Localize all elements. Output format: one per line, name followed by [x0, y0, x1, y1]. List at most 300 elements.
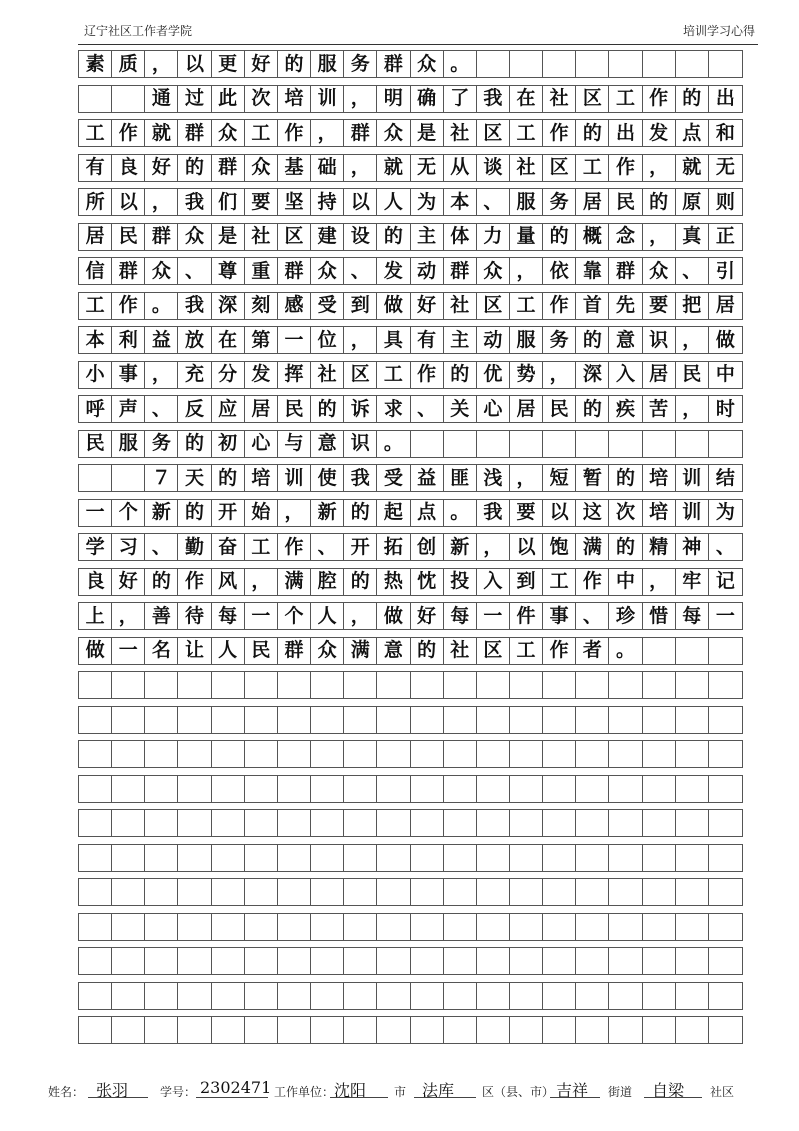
grid-cell: ，	[510, 465, 543, 491]
grid-cell: 群	[178, 120, 211, 146]
grid-cell	[178, 776, 211, 802]
grid-cell: 我	[344, 465, 377, 491]
grid-cell	[709, 879, 742, 905]
grid-cell: 天	[178, 465, 211, 491]
grid-cell: 要	[510, 500, 543, 526]
grid-cell: 诉	[344, 396, 377, 422]
grid-cell	[245, 983, 278, 1009]
grid-cell	[609, 431, 642, 457]
grid-cell: 从	[444, 155, 477, 181]
community-label: 社区	[710, 1085, 735, 1099]
grid-cell	[245, 914, 278, 940]
grid-cell: 受	[311, 293, 344, 319]
grid-cell: 学	[79, 534, 112, 560]
grid-cell: 做	[79, 638, 112, 664]
grid-cell	[245, 707, 278, 733]
grid-cell: 无	[411, 155, 444, 181]
work-unit-label: 工作单位：	[274, 1085, 335, 1099]
grid-cell	[311, 741, 344, 767]
grid-cell	[344, 707, 377, 733]
grid-cell	[676, 672, 709, 698]
grid-row	[78, 430, 743, 458]
grid-cell: 民	[676, 362, 709, 388]
grid-cell	[444, 948, 477, 974]
grid-cell	[510, 914, 543, 940]
grid-cell	[411, 879, 444, 905]
grid-cell: 础	[311, 155, 344, 181]
grid-cell	[79, 776, 112, 802]
grid-cell	[576, 948, 609, 974]
grid-row	[78, 568, 743, 596]
grid-cell	[643, 810, 676, 836]
grid-cell: 的	[278, 51, 311, 77]
grid-cell: 群	[212, 155, 245, 181]
grid-cell: 主	[444, 327, 477, 353]
grid-cell: 量	[510, 224, 543, 250]
grid-cell: 了	[444, 86, 477, 112]
grid-row	[78, 740, 743, 768]
grid-cell	[543, 741, 576, 767]
grid-cell: 动	[411, 258, 444, 284]
grid-cell: 引	[715, 259, 735, 282]
grid-cell: 作	[576, 569, 609, 595]
grid-cell	[609, 776, 642, 802]
grid-cell	[543, 845, 576, 871]
grid-cell: 记	[715, 570, 735, 592]
grid-cell	[576, 879, 609, 905]
grid-cell	[609, 1017, 642, 1043]
grid-cell	[543, 776, 576, 802]
grid-cell: 满	[576, 534, 609, 560]
grid-cell: 作	[112, 293, 145, 319]
grid-cell	[278, 983, 311, 1009]
grid-cell: 出	[609, 120, 642, 146]
grid-cell	[609, 983, 642, 1009]
grid-cell	[79, 465, 112, 491]
grid-cell: 众	[411, 51, 444, 77]
street-value: 吉祥	[556, 1081, 589, 1100]
grid-cell	[643, 776, 676, 802]
grid-cell	[278, 741, 311, 767]
grid-cell	[145, 983, 178, 1009]
grid-cell	[609, 879, 642, 905]
grid-cell: 工	[510, 293, 543, 319]
grid-cell: 工	[245, 120, 278, 146]
grid-cell: 好	[411, 293, 444, 319]
grid-row	[78, 671, 743, 699]
grid-cell	[444, 879, 477, 905]
grid-cell: 出	[715, 87, 735, 109]
grid-cell: 勤	[178, 534, 211, 560]
grid-cell: 求	[377, 396, 410, 422]
grid-cell: 要	[245, 189, 278, 215]
grid-cell: ，	[245, 569, 278, 595]
grid-cell: 群	[344, 120, 377, 146]
grid-cell: 培	[643, 500, 676, 526]
grid-cell: 、	[311, 534, 344, 560]
grid-cell: 工	[576, 155, 609, 181]
grid-cell: 者	[576, 638, 609, 664]
grid-cell	[377, 741, 410, 767]
grid-cell	[510, 879, 543, 905]
grid-cell: 原	[676, 189, 709, 215]
grid-cell: 珍	[609, 603, 642, 629]
grid-cell	[477, 914, 510, 940]
grid-cell	[676, 914, 709, 940]
grid-cell: 待	[178, 603, 211, 629]
grid-cell	[145, 948, 178, 974]
grid-cell	[79, 741, 112, 767]
grid-cell	[576, 983, 609, 1009]
grid-cell	[444, 672, 477, 698]
grid-cell: 社	[444, 638, 477, 664]
grid-cell: 作	[278, 120, 311, 146]
grid-cell: 居	[510, 396, 543, 422]
grid-cell: 作	[543, 638, 576, 664]
grid-cell	[212, 741, 245, 767]
grid-cell	[444, 810, 477, 836]
grid-cell	[411, 845, 444, 871]
grid-cell: 的	[643, 189, 676, 215]
grid-cell	[377, 914, 410, 940]
grid-cell: 在	[510, 86, 543, 112]
grid-cell: 开	[212, 500, 245, 526]
grid-cell: 意	[311, 431, 344, 457]
grid-cell	[709, 741, 742, 767]
grid-cell: 中	[715, 363, 735, 385]
district-underline	[414, 1097, 476, 1098]
grid-cell: 的	[145, 569, 178, 595]
grid-cell	[245, 845, 278, 871]
grid-cell	[79, 810, 112, 836]
grid-cell: 个	[112, 500, 145, 526]
grid-cell: 群	[444, 258, 477, 284]
grid-cell	[278, 914, 311, 940]
grid-row	[78, 257, 743, 285]
grid-cell	[79, 672, 112, 698]
grid-cell	[576, 51, 609, 77]
grid-cell	[477, 810, 510, 836]
institution-title: 辽宁社区工作者学院	[84, 24, 193, 38]
grid-cell: 奋	[212, 534, 245, 560]
grid-cell	[145, 672, 178, 698]
grid-cell: 深	[576, 362, 609, 388]
grid-cell: 腔	[311, 569, 344, 595]
grid-row	[78, 499, 743, 527]
grid-cell: 社	[245, 224, 278, 250]
grid-cell: 工	[79, 120, 112, 146]
grid-cell	[344, 741, 377, 767]
grid-cell	[576, 672, 609, 698]
grid-cell: 作	[112, 120, 145, 146]
grid-cell	[510, 707, 543, 733]
grid-cell	[477, 776, 510, 802]
grid-cell: 社	[543, 86, 576, 112]
grid-cell: ，	[344, 86, 377, 112]
grid-cell	[709, 810, 742, 836]
grid-cell	[643, 51, 676, 77]
grid-cell	[444, 776, 477, 802]
grid-cell: 这	[576, 500, 609, 526]
grid-cell: 一	[112, 638, 145, 664]
student-id-value: 2302471	[200, 1078, 272, 1097]
grid-cell	[609, 948, 642, 974]
grid-cell	[411, 983, 444, 1009]
grid-cell	[178, 983, 211, 1009]
grid-cell	[477, 51, 510, 77]
grid-row	[78, 775, 743, 803]
grid-cell: 使	[311, 465, 344, 491]
writing-grid	[78, 50, 743, 1050]
grid-cell: 善	[145, 603, 178, 629]
grid-cell: 呼	[79, 396, 112, 422]
grid-cell	[311, 707, 344, 733]
community-value: 自梁	[652, 1081, 685, 1100]
grid-cell	[609, 741, 642, 767]
grid-cell: 培	[245, 465, 278, 491]
name-value: 张羽	[96, 1081, 129, 1100]
grid-cell	[344, 879, 377, 905]
grid-cell	[377, 948, 410, 974]
grid-cell	[676, 810, 709, 836]
grid-cell	[245, 776, 278, 802]
grid-cell	[510, 672, 543, 698]
grid-cell: 有	[79, 155, 112, 181]
grid-cell	[344, 983, 377, 1009]
grid-row	[78, 85, 743, 113]
grid-cell	[444, 431, 477, 457]
grid-cell: 把	[676, 293, 709, 319]
grid-cell: 每	[676, 603, 709, 629]
grid-cell: 点	[676, 120, 709, 146]
grid-cell: 满	[344, 638, 377, 664]
grid-cell: 们	[212, 189, 245, 215]
grid-cell: 和	[715, 121, 735, 144]
grid-cell: 民	[79, 431, 112, 457]
grid-cell	[411, 948, 444, 974]
grid-cell: 我	[477, 86, 510, 112]
grid-cell: 动	[477, 327, 510, 353]
grid-cell	[676, 948, 709, 974]
grid-cell: 与	[278, 431, 311, 457]
grid-cell	[112, 914, 145, 940]
grid-cell: ，	[643, 569, 676, 595]
grid-cell: 以	[112, 189, 145, 215]
grid-cell	[709, 707, 742, 733]
grid-cell: 起	[377, 500, 410, 526]
grid-cell: 浅	[477, 465, 510, 491]
grid-cell	[212, 983, 245, 1009]
grid-row	[78, 913, 743, 941]
grid-cell	[709, 638, 742, 664]
grid-cell: 发	[643, 120, 676, 146]
grid-cell: 众	[377, 120, 410, 146]
grid-cell: 的	[377, 224, 410, 250]
grid-cell: 新	[444, 534, 477, 560]
grid-row	[78, 326, 743, 354]
grid-cell	[311, 879, 344, 905]
grid-row	[78, 637, 743, 665]
grid-cell: 结	[715, 466, 735, 489]
grid-cell	[245, 1017, 278, 1043]
grid-cell	[212, 776, 245, 802]
grid-cell	[709, 431, 742, 457]
grid-cell	[643, 707, 676, 733]
grid-cell	[444, 983, 477, 1009]
grid-cell	[245, 810, 278, 836]
grid-cell: 发	[377, 258, 410, 284]
community-underline	[644, 1097, 702, 1098]
grid-cell: 工	[543, 569, 576, 595]
grid-row	[78, 844, 743, 872]
grid-cell: 短	[543, 465, 576, 491]
grid-cell	[311, 845, 344, 871]
city-label: 市	[394, 1085, 407, 1099]
grid-cell	[377, 983, 410, 1009]
grid-cell: ，	[643, 224, 676, 250]
grid-cell: 人	[377, 189, 410, 215]
grid-row	[78, 50, 743, 78]
grid-cell: 的	[178, 431, 211, 457]
grid-cell	[576, 1017, 609, 1043]
grid-cell: 众	[311, 638, 344, 664]
grid-cell	[344, 776, 377, 802]
grid-cell: 、	[145, 396, 178, 422]
grid-cell	[145, 707, 178, 733]
grid-cell: 、	[411, 396, 444, 422]
grid-cell: 到	[510, 569, 543, 595]
grid-cell: 分	[212, 362, 245, 388]
grid-cell	[576, 431, 609, 457]
grid-cell	[212, 879, 245, 905]
grid-cell: 的	[411, 638, 444, 664]
grid-cell: ，	[145, 362, 178, 388]
grid-cell	[212, 810, 245, 836]
grid-cell: 社	[510, 155, 543, 181]
grid-cell: 区	[477, 638, 510, 664]
grid-cell: 建	[311, 224, 344, 250]
grid-cell	[477, 879, 510, 905]
grid-cell: 重	[245, 258, 278, 284]
grid-cell	[609, 51, 642, 77]
grid-cell: 民	[543, 396, 576, 422]
grid-cell	[643, 914, 676, 940]
grid-cell	[676, 707, 709, 733]
grid-cell: 好	[411, 603, 444, 629]
grid-cell: 始	[245, 500, 278, 526]
grid-cell	[609, 707, 642, 733]
grid-cell	[145, 879, 178, 905]
grid-cell	[145, 845, 178, 871]
grid-cell: 受	[377, 465, 410, 491]
grid-cell	[311, 672, 344, 698]
grid-cell	[311, 1017, 344, 1043]
grid-cell	[145, 810, 178, 836]
grid-cell	[112, 741, 145, 767]
grid-cell: 挥	[278, 362, 311, 388]
grid-cell: 苦	[643, 396, 676, 422]
grid-cell	[145, 1017, 178, 1043]
grid-cell	[477, 431, 510, 457]
grid-cell	[344, 914, 377, 940]
grid-cell: 匪	[444, 465, 477, 491]
grid-cell: 区	[477, 120, 510, 146]
grid-cell	[543, 431, 576, 457]
grid-cell: 坚	[278, 189, 311, 215]
grid-cell: 就	[145, 120, 178, 146]
grid-cell: 工	[510, 120, 543, 146]
grid-cell	[178, 879, 211, 905]
grid-cell: ，	[112, 603, 145, 629]
grid-cell: 发	[245, 362, 278, 388]
grid-cell: 民	[278, 396, 311, 422]
grid-cell: 作	[178, 569, 211, 595]
grid-cell	[178, 914, 211, 940]
grid-cell: 此	[212, 86, 245, 112]
district-value: 法库	[422, 1081, 455, 1100]
grid-cell: 意	[377, 638, 410, 664]
grid-row	[78, 188, 743, 216]
grid-cell	[112, 672, 145, 698]
grid-cell	[178, 1017, 211, 1043]
grid-cell	[510, 741, 543, 767]
grid-cell: 通	[145, 86, 178, 112]
grid-cell: 的	[543, 224, 576, 250]
grid-cell: 事	[112, 362, 145, 388]
grid-cell: ，	[543, 362, 576, 388]
grid-cell: 有	[411, 327, 444, 353]
grid-cell	[444, 707, 477, 733]
grid-cell: 的	[576, 327, 609, 353]
grid-cell	[609, 914, 642, 940]
city-underline	[330, 1097, 388, 1098]
grid-cell: ，	[145, 51, 178, 77]
grid-cell: 识	[643, 327, 676, 353]
grid-cell: 初	[212, 431, 245, 457]
grid-cell: 神	[676, 534, 709, 560]
grid-cell	[543, 707, 576, 733]
grid-cell	[709, 51, 742, 77]
grid-cell: 满	[278, 569, 311, 595]
grid-cell: 感	[278, 293, 311, 319]
grid-cell: 识	[344, 431, 377, 457]
grid-cell	[477, 707, 510, 733]
grid-cell: 以	[543, 500, 576, 526]
grid-cell: 良	[112, 155, 145, 181]
grid-cell: 为	[715, 501, 735, 523]
grid-cell: 首	[576, 293, 609, 319]
grid-cell	[212, 672, 245, 698]
grid-cell: 群	[377, 51, 410, 77]
grid-cell: 个	[278, 603, 311, 629]
document-type: 培训学习心得	[682, 24, 755, 38]
grid-cell	[477, 983, 510, 1009]
grid-cell: ，	[510, 258, 543, 284]
grid-cell: ，	[344, 603, 377, 629]
grid-cell: 工	[377, 362, 410, 388]
grid-cell	[576, 810, 609, 836]
grid-cell: 众	[643, 258, 676, 284]
grid-cell: 一	[715, 604, 735, 627]
grid-cell	[643, 983, 676, 1009]
grid-row	[78, 1016, 743, 1044]
grid-cell: 作	[609, 155, 642, 181]
grid-cell: 居	[643, 362, 676, 388]
grid-cell	[444, 914, 477, 940]
grid-cell: 益	[411, 465, 444, 491]
grid-cell: 中	[609, 569, 642, 595]
grid-cell	[178, 948, 211, 974]
